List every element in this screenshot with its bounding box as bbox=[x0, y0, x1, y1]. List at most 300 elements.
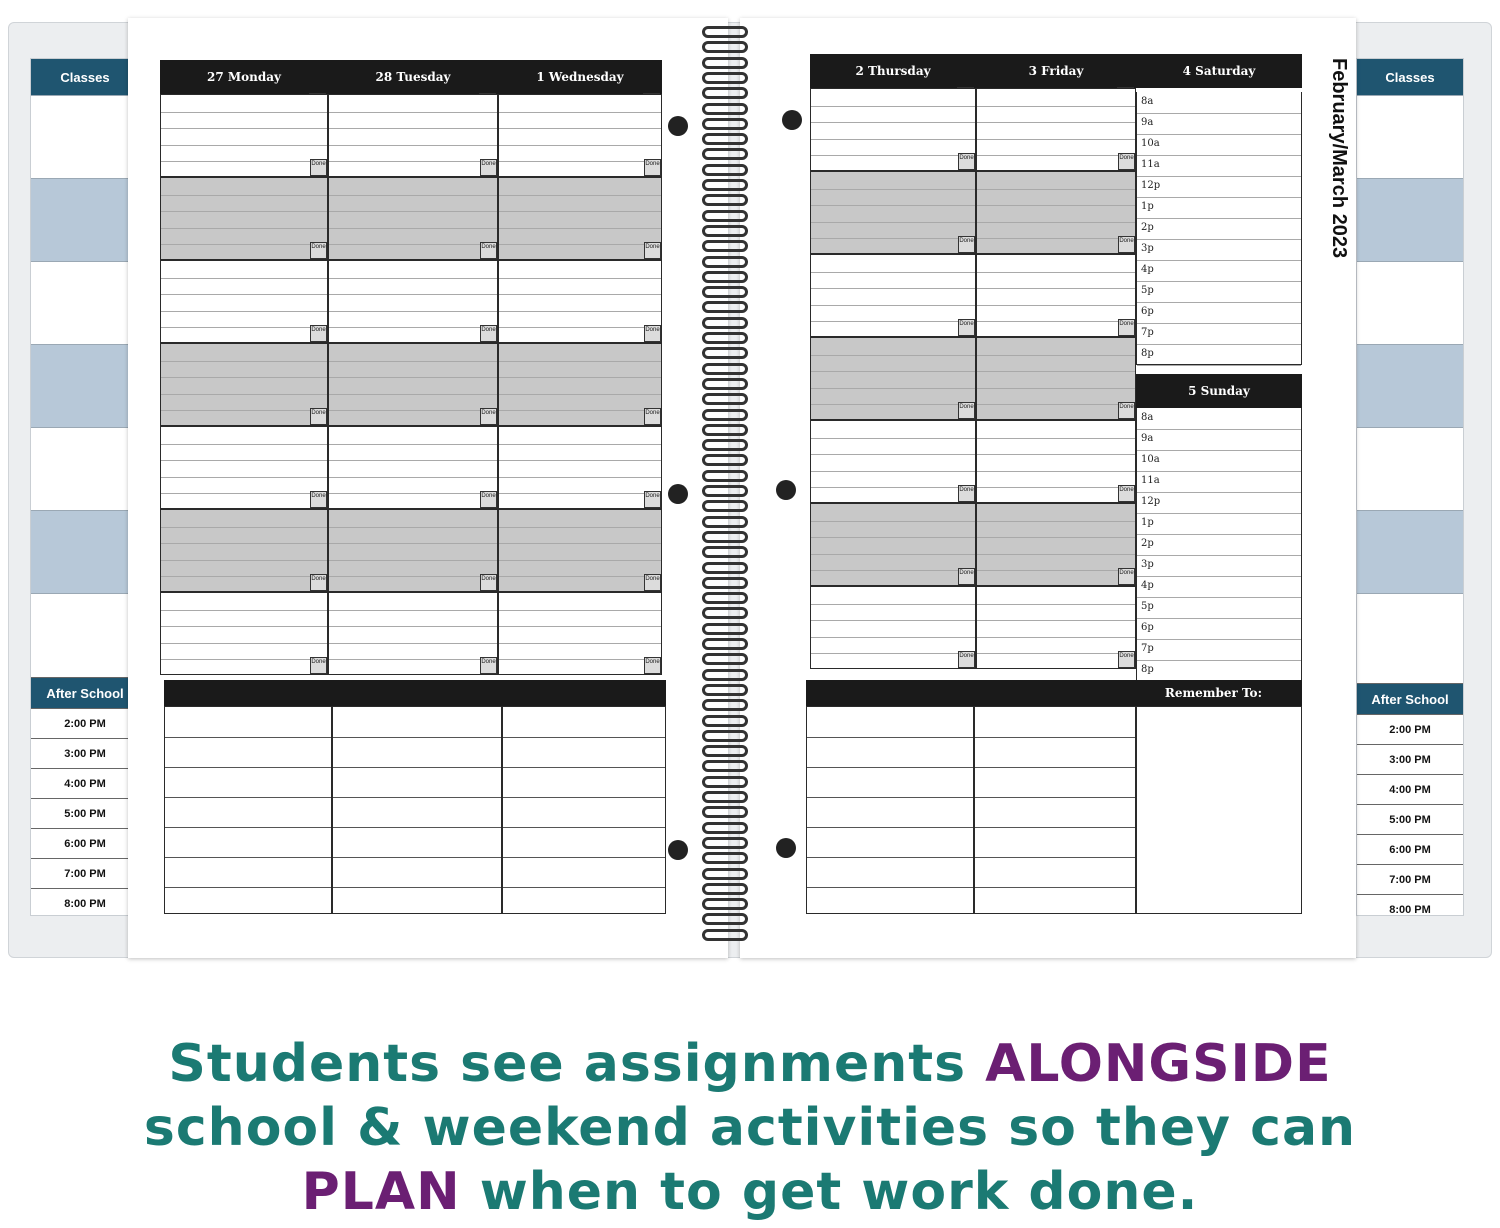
done-tag: Done bbox=[1118, 402, 1135, 419]
spiral-ring bbox=[702, 500, 748, 512]
writing-line bbox=[811, 305, 975, 306]
spiral-ring bbox=[702, 730, 748, 742]
remember-header bbox=[806, 680, 1302, 706]
writing-line bbox=[811, 454, 975, 455]
class-band bbox=[31, 95, 139, 178]
writing-line bbox=[499, 211, 661, 212]
writing-line bbox=[329, 477, 497, 478]
done-tag: Done bbox=[958, 236, 975, 253]
period-cell bbox=[976, 171, 1136, 254]
class-band bbox=[31, 593, 139, 676]
writing-line bbox=[977, 620, 1135, 621]
writing-line bbox=[161, 377, 327, 378]
spiral-ring bbox=[702, 363, 748, 375]
spiral-ring bbox=[702, 653, 748, 665]
writing-line bbox=[329, 576, 497, 577]
period-cell bbox=[160, 509, 328, 592]
hour-line bbox=[1137, 513, 1301, 514]
writing-line bbox=[329, 327, 497, 328]
spiral-ring bbox=[702, 669, 748, 681]
notes-line bbox=[807, 887, 973, 888]
writing-line bbox=[329, 278, 497, 279]
writing-line bbox=[499, 228, 661, 229]
writing-line bbox=[161, 145, 327, 146]
hour-line bbox=[1137, 660, 1301, 661]
period-cell bbox=[976, 88, 1136, 171]
notes-line bbox=[503, 827, 665, 828]
writing-line bbox=[811, 272, 975, 273]
writing-line bbox=[329, 244, 497, 245]
hour-line bbox=[1137, 113, 1301, 114]
writing-line bbox=[499, 477, 661, 478]
punch-hole bbox=[776, 480, 796, 500]
spiral-ring bbox=[702, 271, 748, 283]
done-tag: Done bbox=[480, 159, 497, 176]
hour-line bbox=[1137, 134, 1301, 135]
writing-line bbox=[329, 311, 497, 312]
hourly-column bbox=[1136, 408, 1302, 681]
writing-line bbox=[499, 527, 661, 528]
hour-label: 8p bbox=[1141, 348, 1154, 359]
writing-line bbox=[977, 570, 1135, 571]
done-tag: Done bbox=[480, 491, 497, 508]
writing-line bbox=[161, 394, 327, 395]
hour-line bbox=[1137, 218, 1301, 219]
writing-line bbox=[977, 272, 1135, 273]
notes-line bbox=[975, 827, 1135, 828]
spiral-ring bbox=[702, 439, 748, 451]
caption-line-1-highlight: ALONGSIDE bbox=[985, 1034, 1332, 1094]
notes-line bbox=[503, 737, 665, 738]
spiral-ring bbox=[702, 562, 748, 574]
left-page bbox=[128, 18, 728, 958]
notes-line bbox=[975, 887, 1135, 888]
notes-line bbox=[333, 857, 501, 858]
writing-line bbox=[977, 155, 1135, 156]
done-tag: Done bbox=[644, 325, 661, 342]
notes-line bbox=[975, 767, 1135, 768]
spiral-ring bbox=[702, 760, 748, 772]
punch-hole bbox=[776, 838, 796, 858]
spiral-ring bbox=[702, 638, 748, 650]
period-cell bbox=[160, 592, 328, 675]
spiral-ring bbox=[702, 26, 748, 38]
writing-line bbox=[811, 537, 975, 538]
notes-line bbox=[165, 737, 331, 738]
writing-line bbox=[811, 189, 975, 190]
notes-line bbox=[333, 797, 501, 798]
class-band bbox=[1357, 593, 1463, 676]
writing-line bbox=[977, 454, 1135, 455]
writing-line bbox=[499, 112, 661, 113]
writing-line bbox=[977, 471, 1135, 472]
writing-line bbox=[811, 521, 975, 522]
caption-line-3 bbox=[0, 1162, 1500, 1222]
notes-line bbox=[975, 737, 1135, 738]
spiral-ring bbox=[702, 409, 748, 421]
left-classes-tab bbox=[30, 58, 140, 916]
period-cell bbox=[328, 94, 498, 177]
after-school-time: 2:00 PM bbox=[1357, 714, 1463, 744]
spiral-ring bbox=[702, 699, 748, 711]
writing-line bbox=[329, 128, 497, 129]
hour-line bbox=[1137, 197, 1301, 198]
writing-line bbox=[811, 205, 975, 206]
notes-line bbox=[807, 737, 973, 738]
writing-line bbox=[161, 195, 327, 196]
class-band bbox=[1357, 427, 1463, 510]
done-tag: Done bbox=[1118, 568, 1135, 585]
hour-label: 4p bbox=[1141, 264, 1154, 275]
hour-label: 7p bbox=[1141, 327, 1154, 338]
period-cell bbox=[810, 337, 976, 420]
hour-label: 3p bbox=[1141, 243, 1154, 254]
done-tag: Done bbox=[480, 574, 497, 591]
hour-label: 8a bbox=[1141, 412, 1154, 423]
period-cell bbox=[976, 337, 1136, 420]
writing-line bbox=[977, 653, 1135, 654]
spiral-ring bbox=[702, 791, 748, 803]
writing-line bbox=[811, 222, 975, 223]
notes-column bbox=[974, 706, 1136, 914]
notes-column bbox=[164, 706, 332, 914]
writing-line bbox=[499, 394, 661, 395]
period-cell bbox=[328, 343, 498, 426]
writing-line bbox=[977, 404, 1135, 405]
left-after-school-label: After School bbox=[46, 685, 124, 701]
writing-line bbox=[161, 112, 327, 113]
writing-line bbox=[161, 543, 327, 544]
punch-hole bbox=[668, 840, 688, 860]
after-school-time: 4:00 PM bbox=[1357, 774, 1463, 804]
writing-line bbox=[811, 106, 975, 107]
period-cell bbox=[498, 592, 662, 675]
done-tag: Done bbox=[644, 159, 661, 176]
writing-line bbox=[329, 493, 497, 494]
hour-label: 4p bbox=[1141, 580, 1154, 591]
spiral-ring bbox=[702, 301, 748, 313]
writing-line bbox=[977, 321, 1135, 322]
hour-line bbox=[1137, 492, 1301, 493]
after-school-time: 4:00 PM bbox=[31, 768, 139, 798]
hour-label: 2p bbox=[1141, 538, 1154, 549]
writing-line bbox=[161, 493, 327, 494]
done-tag: Done bbox=[958, 402, 975, 419]
writing-line bbox=[161, 643, 327, 644]
writing-line bbox=[499, 659, 661, 660]
hour-line bbox=[1137, 323, 1301, 324]
day-header bbox=[328, 60, 498, 94]
hour-label: 1p bbox=[1141, 201, 1154, 212]
writing-line bbox=[161, 460, 327, 461]
after-school-time: 7:00 PM bbox=[1357, 864, 1463, 894]
done-tag: Done bbox=[958, 651, 975, 668]
writing-line bbox=[499, 610, 661, 611]
hour-label: 8p bbox=[1141, 664, 1154, 675]
writing-line bbox=[329, 560, 497, 561]
done-tag: Done bbox=[958, 319, 975, 336]
writing-line bbox=[499, 460, 661, 461]
writing-line bbox=[977, 554, 1135, 555]
hour-label: 6p bbox=[1141, 306, 1154, 317]
notes-line bbox=[333, 887, 501, 888]
day-header bbox=[976, 54, 1136, 88]
writing-line bbox=[161, 410, 327, 411]
punch-hole bbox=[782, 110, 802, 130]
notes-line bbox=[333, 827, 501, 828]
day-header bbox=[1136, 54, 1302, 88]
writing-line bbox=[977, 222, 1135, 223]
hour-line bbox=[1137, 555, 1301, 556]
writing-line bbox=[161, 327, 327, 328]
hour-label: 11a bbox=[1141, 475, 1160, 486]
done-tag: Done bbox=[644, 242, 661, 259]
writing-line bbox=[499, 626, 661, 627]
writing-line bbox=[329, 211, 497, 212]
caption-line-3-b: when to get work done. bbox=[460, 1162, 1199, 1222]
day-label: 3 Friday bbox=[1028, 64, 1084, 78]
day-header bbox=[810, 54, 976, 88]
period-cell bbox=[810, 586, 976, 669]
hour-line bbox=[1137, 365, 1301, 366]
spiral-ring bbox=[702, 868, 748, 880]
done-tag: Done bbox=[310, 242, 327, 259]
done-tag: Done bbox=[958, 568, 975, 585]
after-school-time: 7:00 PM bbox=[31, 858, 139, 888]
writing-line bbox=[977, 238, 1135, 239]
class-band bbox=[31, 178, 139, 261]
period-cell bbox=[160, 426, 328, 509]
writing-line bbox=[329, 361, 497, 362]
writing-line bbox=[329, 410, 497, 411]
spiral-ring bbox=[702, 133, 748, 145]
spiral-ring bbox=[702, 87, 748, 99]
spiral-ring bbox=[702, 776, 748, 788]
spiral-ring bbox=[702, 164, 748, 176]
writing-line bbox=[811, 122, 975, 123]
writing-line bbox=[329, 626, 497, 627]
spiral-ring bbox=[702, 103, 748, 115]
spiral-ring bbox=[702, 225, 748, 237]
writing-line bbox=[161, 128, 327, 129]
spiral-ring bbox=[702, 592, 748, 604]
period-cell bbox=[810, 88, 976, 171]
writing-line bbox=[329, 112, 497, 113]
hour-line bbox=[1137, 618, 1301, 619]
after-school-time: 3:00 PM bbox=[1357, 744, 1463, 774]
period-cell bbox=[976, 586, 1136, 669]
writing-line bbox=[811, 388, 975, 389]
after-school-time: 6:00 PM bbox=[1357, 834, 1463, 864]
writing-line bbox=[161, 560, 327, 561]
writing-line bbox=[329, 543, 497, 544]
writing-line bbox=[977, 537, 1135, 538]
writing-line bbox=[161, 311, 327, 312]
writing-line bbox=[499, 128, 661, 129]
hour-label: 11a bbox=[1141, 159, 1160, 170]
caption-line-3-highlight: PLAN bbox=[301, 1162, 461, 1222]
writing-line bbox=[977, 305, 1135, 306]
caption-line-1 bbox=[0, 1034, 1500, 1094]
month-title bbox=[1326, 58, 1350, 378]
writing-line bbox=[499, 377, 661, 378]
spiral-ring bbox=[702, 118, 748, 130]
done-tag: Done bbox=[310, 159, 327, 176]
done-tag: Done bbox=[480, 408, 497, 425]
writing-line bbox=[161, 659, 327, 660]
spiral-ring bbox=[702, 41, 748, 53]
notes-line bbox=[165, 827, 331, 828]
done-tag: Done bbox=[644, 491, 661, 508]
period-cell bbox=[810, 503, 976, 586]
notes-line bbox=[503, 767, 665, 768]
after-school-time: 6:00 PM bbox=[31, 828, 139, 858]
spiral-ring bbox=[702, 470, 748, 482]
hour-label: 9a bbox=[1141, 433, 1154, 444]
hour-line bbox=[1137, 281, 1301, 282]
spiral-ring bbox=[702, 822, 748, 834]
day-label: 1 Wednesday bbox=[536, 70, 624, 84]
class-band bbox=[31, 261, 139, 344]
writing-line bbox=[811, 288, 975, 289]
writing-line bbox=[811, 487, 975, 488]
period-cell bbox=[498, 343, 662, 426]
writing-line bbox=[161, 294, 327, 295]
done-tag: Done bbox=[310, 408, 327, 425]
writing-line bbox=[977, 288, 1135, 289]
writing-line bbox=[499, 493, 661, 494]
period-cell bbox=[976, 503, 1136, 586]
writing-line bbox=[811, 371, 975, 372]
writing-line bbox=[161, 626, 327, 627]
punch-hole bbox=[668, 484, 688, 504]
notes-column bbox=[502, 706, 666, 914]
hour-line bbox=[1137, 176, 1301, 177]
writing-line bbox=[329, 444, 497, 445]
writing-line bbox=[329, 145, 497, 146]
writing-line bbox=[811, 355, 975, 356]
writing-line bbox=[329, 610, 497, 611]
writing-line bbox=[161, 228, 327, 229]
notes-line bbox=[503, 887, 665, 888]
class-band bbox=[31, 510, 139, 593]
hour-label: 6p bbox=[1141, 622, 1154, 633]
spiral-ring bbox=[702, 179, 748, 191]
period-cell bbox=[498, 509, 662, 592]
writing-line bbox=[329, 460, 497, 461]
writing-line bbox=[329, 228, 497, 229]
caption-line-2-text: school & weekend activities so they can bbox=[143, 1098, 1357, 1158]
writing-line bbox=[329, 527, 497, 528]
writing-line bbox=[499, 244, 661, 245]
hour-line bbox=[1137, 260, 1301, 261]
spiral-ring bbox=[702, 745, 748, 757]
remember-area bbox=[1137, 707, 1301, 913]
spiral-ring bbox=[702, 347, 748, 359]
spiral-ring bbox=[702, 684, 748, 696]
spiral-ring bbox=[702, 332, 748, 344]
writing-line bbox=[161, 527, 327, 528]
writing-line bbox=[977, 637, 1135, 638]
left-after-school-header bbox=[31, 678, 139, 708]
writing-line bbox=[499, 410, 661, 411]
notes-line bbox=[807, 827, 973, 828]
notes-line bbox=[333, 767, 501, 768]
period-cell bbox=[328, 260, 498, 343]
done-tag: Done bbox=[480, 325, 497, 342]
hour-label: 12p bbox=[1141, 496, 1161, 507]
day-label: 2 Thursday bbox=[855, 64, 931, 78]
done-tag: Done bbox=[1118, 485, 1135, 502]
writing-line bbox=[811, 238, 975, 239]
notes-line bbox=[975, 857, 1135, 858]
done-tag: Done bbox=[1118, 651, 1135, 668]
period-cell bbox=[160, 343, 328, 426]
done-tag: Done bbox=[644, 574, 661, 591]
period-cell bbox=[498, 94, 662, 177]
left-classes-header bbox=[31, 59, 139, 95]
spiral-ring bbox=[702, 210, 748, 222]
writing-line bbox=[499, 294, 661, 295]
writing-line bbox=[811, 653, 975, 654]
period-cell bbox=[328, 177, 498, 260]
done-tag: Done bbox=[644, 408, 661, 425]
spiral-ring bbox=[702, 454, 748, 466]
writing-line bbox=[499, 145, 661, 146]
notes-line bbox=[503, 797, 665, 798]
day-label: 4 Saturday bbox=[1182, 64, 1256, 78]
caption-line-1-a: Students see assignments bbox=[168, 1034, 986, 1094]
left-classes-label: Classes bbox=[60, 69, 110, 85]
hour-line bbox=[1137, 639, 1301, 640]
right-classes-label: Classes bbox=[1385, 69, 1435, 85]
notes-line bbox=[165, 767, 331, 768]
spiral-ring bbox=[702, 837, 748, 849]
done-tag: Done bbox=[310, 325, 327, 342]
hour-line bbox=[1137, 597, 1301, 598]
after-school-time: 5:00 PM bbox=[1357, 804, 1463, 834]
period-cell bbox=[160, 260, 328, 343]
writing-line bbox=[977, 521, 1135, 522]
hour-line bbox=[1137, 576, 1301, 577]
writing-line bbox=[161, 576, 327, 577]
period-cell bbox=[976, 420, 1136, 503]
writing-line bbox=[329, 195, 497, 196]
notes-column bbox=[332, 706, 502, 914]
spiral-ring bbox=[702, 393, 748, 405]
spiral-ring bbox=[702, 240, 748, 252]
after-school-time: 8:00 PM bbox=[31, 888, 139, 918]
spiral-ring bbox=[702, 531, 748, 543]
hour-label: 9a bbox=[1141, 117, 1154, 128]
writing-line bbox=[977, 487, 1135, 488]
notes-column bbox=[806, 706, 974, 914]
writing-line bbox=[161, 361, 327, 362]
writing-line bbox=[329, 294, 497, 295]
class-band bbox=[1357, 178, 1463, 261]
writing-line bbox=[811, 438, 975, 439]
day-header bbox=[498, 60, 662, 94]
writing-line bbox=[811, 321, 975, 322]
writing-line bbox=[977, 355, 1135, 356]
writing-line bbox=[499, 576, 661, 577]
period-cell bbox=[976, 254, 1136, 337]
done-tag: Done bbox=[480, 657, 497, 674]
right-after-school bbox=[1357, 683, 1463, 915]
spiral-ring bbox=[702, 424, 748, 436]
left-after-school bbox=[31, 677, 139, 915]
writing-line bbox=[499, 560, 661, 561]
